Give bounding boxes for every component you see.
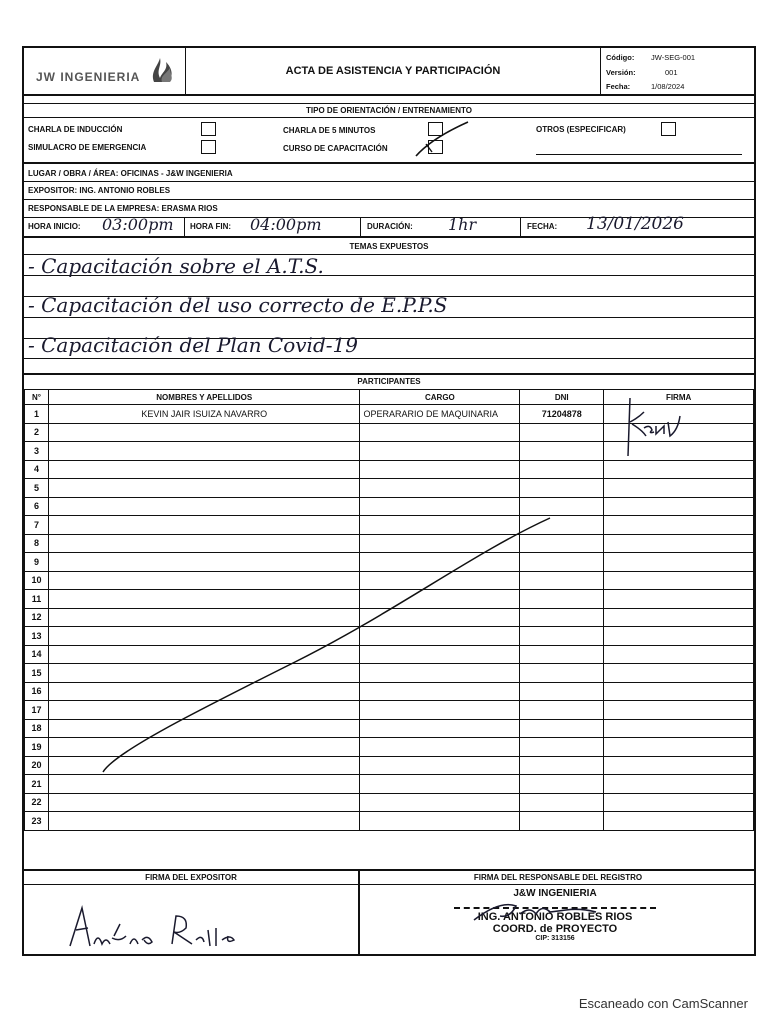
orientation-title: TIPO DE ORIENTACIÓN / ENTRENAMIENTO — [306, 106, 472, 115]
codigo-label: Código: — [606, 53, 635, 62]
lugar-field: LUGAR / OBRA / ÁREA: OFICINAS - J&W INGENIERIA — [28, 169, 233, 178]
row-number: 15 — [25, 664, 49, 683]
firma-responsable-label: FIRMA DEL RESPONSABLE DEL REGISTRO — [473, 873, 643, 882]
row-number: 20 — [25, 756, 49, 775]
row-cargo — [360, 775, 520, 794]
responsable-field: RESPONSABLE DE LA EMPRESA: ERASMA RIOS — [28, 204, 218, 213]
row-number: 19 — [25, 738, 49, 757]
row-firma — [604, 775, 754, 794]
participant-signature — [620, 392, 690, 462]
row-cargo — [360, 812, 520, 831]
participantes-title: PARTICIPANTES — [357, 377, 421, 386]
row-firma — [604, 553, 754, 572]
charla-induccion-label: CHARLA DE INDUCCIÓN — [28, 125, 123, 134]
flame-icon — [148, 54, 180, 86]
fecha-value: 13/01/2026 — [586, 214, 684, 234]
row-nombre — [48, 479, 359, 498]
row-number: 11 — [25, 590, 49, 609]
fecha-label: FECHA: — [527, 222, 558, 231]
col-n: N° — [25, 390, 49, 405]
row-firma — [604, 479, 754, 498]
row-number: 7 — [25, 516, 49, 535]
row-firma — [604, 793, 754, 812]
row-dni — [520, 460, 604, 479]
row-number: 14 — [25, 645, 49, 664]
version-value: 001 — [665, 68, 678, 77]
charla-5-label: CHARLA DE 5 MINUTOS — [283, 126, 376, 135]
hora-inicio-value: 03:00pm — [102, 215, 174, 234]
hora-fin-value: 04:00pm — [250, 215, 322, 234]
row-nombre — [48, 423, 359, 442]
curso-label: CURSO DE CAPACITACIÓN — [283, 144, 388, 153]
row-firma — [604, 719, 754, 738]
divider — [520, 217, 521, 236]
doc-meta — [600, 48, 754, 94]
row-number: 5 — [25, 479, 49, 498]
row-firma — [604, 460, 754, 479]
tema-item: - Capacitación del Plan Covid-19 — [28, 333, 358, 357]
row-number: 9 — [25, 553, 49, 572]
row-firma — [604, 497, 754, 516]
table-row — [25, 460, 754, 479]
divider — [360, 217, 361, 236]
row-nombre — [48, 793, 359, 812]
row-firma — [604, 645, 754, 664]
row-cargo: OPERARARIO DE MAQUINARIA — [360, 405, 520, 424]
row-dni — [520, 775, 604, 794]
row-number: 21 — [25, 775, 49, 794]
row-firma — [604, 571, 754, 590]
row-number: 6 — [25, 497, 49, 516]
row-nombre — [48, 812, 359, 831]
col-firma: FIRMA — [604, 390, 754, 405]
row-firma — [604, 534, 754, 553]
temas-title: TEMAS EXPUESTOS — [349, 242, 429, 251]
codigo-value: JW-SEG-001 — [651, 53, 696, 62]
row-cargo — [360, 793, 520, 812]
row-nombre: KEVIN JAIR ISUIZA NAVARRO — [48, 405, 359, 424]
row-number: 2 — [25, 423, 49, 442]
row-number: 18 — [25, 719, 49, 738]
col-cargo: CARGO — [360, 390, 520, 405]
row-firma — [604, 664, 754, 683]
table-row — [25, 793, 754, 812]
row-firma — [604, 812, 754, 831]
check-mark — [410, 118, 470, 162]
row-cargo — [360, 442, 520, 461]
stamp-company: J&W INGENIERIA — [513, 888, 597, 899]
row-firma — [604, 682, 754, 701]
row-nombre — [48, 442, 359, 461]
row-firma — [604, 756, 754, 775]
firma-expositor-label: FIRMA DEL EXPOSITOR — [145, 873, 237, 882]
stamp-role: COORD. de PROYECTO — [492, 923, 618, 935]
row-nombre — [48, 460, 359, 479]
row-number: 16 — [25, 682, 49, 701]
logo — [24, 48, 186, 94]
row-number: 1 — [25, 405, 49, 424]
version-label: Versión: — [606, 68, 636, 77]
row-cargo — [360, 479, 520, 498]
table-row — [25, 479, 754, 498]
row-cargo — [360, 423, 520, 442]
row-cargo — [360, 460, 520, 479]
row-number: 4 — [25, 460, 49, 479]
row-firma — [604, 738, 754, 757]
col-dni: DNI — [520, 390, 604, 405]
otros-line — [536, 154, 742, 155]
expositor-signature — [64, 900, 249, 952]
fecha-doc-label: Fecha: — [606, 82, 631, 91]
logo-text: JW INGENIERIA — [36, 70, 141, 84]
hora-fin-label: HORA FIN: — [190, 222, 232, 231]
expositor-field: EXPOSITOR: ING. ANTONIO ROBLES — [28, 186, 171, 195]
row-dni — [520, 442, 604, 461]
duracion-value: 1hr — [448, 215, 477, 234]
scanner-watermark: Escaneado con CamScanner — [578, 996, 748, 1011]
row-number: 8 — [25, 534, 49, 553]
charla-induccion-checkbox[interactable] — [201, 122, 216, 136]
fecha-doc-value: 1/08/2024 — [651, 82, 685, 91]
cancel-line — [95, 512, 555, 777]
row-firma — [604, 627, 754, 646]
table-row — [25, 775, 754, 794]
col-nombre: NOMBRES Y APELLIDOS — [48, 390, 359, 405]
row-number: 10 — [25, 571, 49, 590]
simulacro-label: SIMULACRO DE EMERGENCIA — [28, 143, 147, 152]
stamp-name: ING. ANTONIO ROBLES RIOS — [477, 911, 633, 923]
otros-label: OTROS (ESPECIFICAR) — [536, 125, 626, 134]
row-dni — [520, 423, 604, 442]
hora-inicio-label: HORA INICIO: — [28, 222, 81, 231]
row-firma — [604, 701, 754, 720]
divider — [358, 869, 360, 956]
stamp-cip: CIP: 313156 — [535, 935, 575, 942]
tema-item: - Capacitación del uso correcto de E.P.P.S — [28, 293, 448, 317]
table-row — [25, 812, 754, 831]
row-dni — [520, 812, 604, 831]
row-number: 3 — [25, 442, 49, 461]
responsable-signature — [470, 896, 600, 926]
row-firma — [604, 608, 754, 627]
row-number: 12 — [25, 608, 49, 627]
row-firma — [604, 590, 754, 609]
otros-checkbox[interactable] — [661, 122, 676, 136]
form-title: ACTA DE ASISTENCIA Y PARTICIPACIÓN — [285, 65, 501, 77]
row-dni — [520, 793, 604, 812]
row-number: 22 — [25, 793, 49, 812]
row-firma — [604, 516, 754, 535]
tema-item: - Capacitación sobre el A.T.S. — [28, 254, 324, 278]
row-number: 23 — [25, 812, 49, 831]
row-number: 17 — [25, 701, 49, 720]
row-nombre — [48, 775, 359, 794]
simulacro-checkbox[interactable] — [201, 140, 216, 154]
duracion-label: DURACIÓN: — [367, 222, 413, 231]
row-dni — [520, 479, 604, 498]
row-number: 13 — [25, 627, 49, 646]
divider — [184, 217, 185, 236]
row-dni: 71204878 — [520, 405, 604, 424]
